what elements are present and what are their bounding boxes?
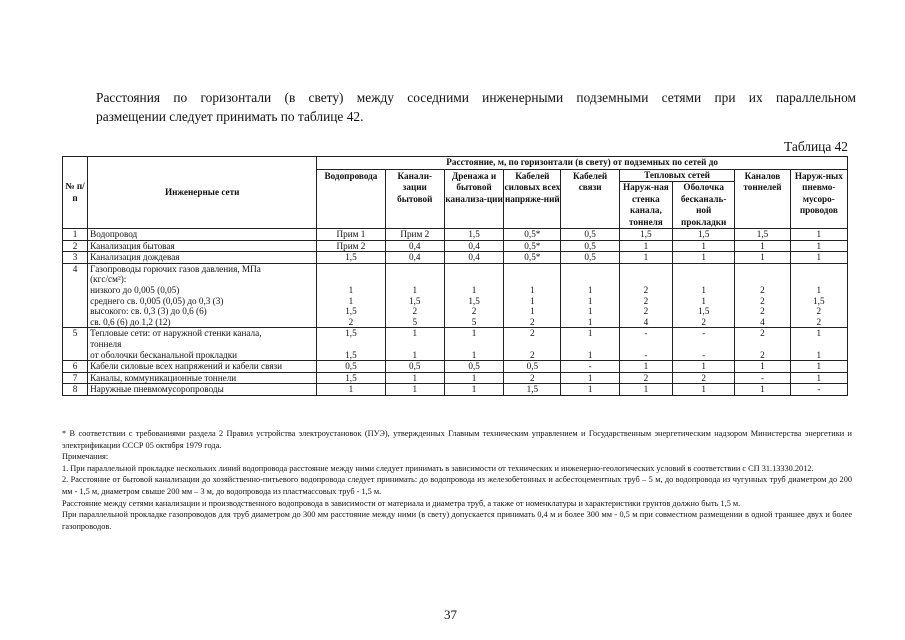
cell-value: -	[644, 349, 648, 360]
cell-heat-outer	[619, 328, 672, 361]
network-name-line: Наружные пневмомусоропроводы	[90, 384, 224, 395]
col-sewer-header: Канали-зации бытовой	[385, 169, 444, 229]
cell-tunnels	[735, 252, 790, 264]
cell-value: -	[588, 361, 592, 372]
cell-value	[506, 264, 558, 275]
col-heat-shell-header: Оболочка бесканаль-ной прокладки	[673, 182, 735, 229]
cell-comm	[561, 361, 619, 373]
cell-tunnels	[735, 263, 790, 328]
cell-value	[622, 264, 670, 275]
notes-block	[62, 428, 852, 532]
cell-power	[504, 372, 561, 384]
cell-value: 2	[643, 295, 649, 306]
cell-tunnels	[735, 229, 790, 241]
cell-value: 1	[471, 349, 477, 360]
network-name-line: Тепловые сети: от наружной стенки канала,	[90, 328, 262, 339]
cell-value: 2	[530, 349, 535, 360]
cell-value: 0,5*	[524, 229, 541, 239]
cell-value: 0,4	[468, 240, 480, 251]
cell-heat-shell	[673, 240, 735, 252]
cell-value: 1	[587, 295, 593, 306]
cell-value: 1	[587, 316, 593, 327]
cell-value	[447, 339, 501, 350]
cell-value	[447, 264, 501, 275]
network-name-line: низкого до 0,005 (0,05)	[90, 284, 180, 295]
cell-value	[793, 264, 845, 275]
cell-value: 1	[412, 284, 418, 295]
cell-value: 2	[530, 316, 535, 327]
cell-value: 2	[643, 284, 649, 295]
cell-value: 2	[701, 372, 706, 383]
cell-value: 1,5	[640, 229, 652, 239]
cell-drainage	[444, 361, 503, 373]
cell-value: 1	[760, 384, 765, 395]
col-drainage-header: Дренажа и бытовой канализа-ции	[444, 169, 503, 229]
note-1: 1. При параллельной прокладке нескольких линий водопровода расстояние между ними следует принимать в зависимости от технических и инженерно-геологических условий в соответствии с СП 31.13330.2012.	[62, 463, 814, 473]
cell-value: 0,5	[584, 240, 596, 251]
cell-value: 2	[412, 306, 418, 317]
cell-value: 1	[816, 328, 822, 339]
cell-value: 1	[348, 384, 354, 395]
cell-value: 1	[530, 295, 535, 306]
cell-value: 0,5	[409, 361, 421, 372]
cell-value	[319, 274, 382, 285]
cell-pneumo	[790, 372, 847, 384]
cell-value: 1,5	[468, 295, 480, 306]
cell-value: 0,5	[584, 229, 596, 239]
cell-value: 1	[348, 284, 354, 295]
network-name-cell	[88, 328, 317, 361]
cell-value: 1,5	[345, 306, 357, 317]
col-tunnels-header: Каналов тоннелей	[735, 169, 790, 229]
cell-value: 1	[471, 372, 477, 383]
col-no-header: № п/п	[63, 157, 88, 229]
cell-value: 1,5	[526, 384, 539, 395]
col-span-header: Расстояние, м, по горизонтали (в свету) от подземных по сетей до	[317, 157, 848, 170]
cell-power	[504, 328, 561, 361]
cell-value	[793, 274, 845, 285]
cell-heat-outer	[619, 372, 672, 384]
cell-comm	[561, 252, 619, 264]
page-number: 37	[444, 607, 457, 622]
note-paragraph-4: При параллельной прокладке газопроводов для труб диаметром до 300 мм расстояние между ними (в свету) допускается принимать 0,4 м и более 300 мм - 0,5 м при совместном размещении в одной траншее двух и более газопроводов.	[62, 510, 852, 531]
table-row	[63, 328, 848, 361]
col-comm-header: Кабелей связи	[561, 169, 619, 229]
network-name-line: от оболочки бесканальной прокладки	[90, 349, 238, 360]
network-name-line: Газопроводы горючих газов давления, МПа	[90, 263, 261, 274]
cell-tunnels	[735, 240, 790, 252]
row-number: 1	[63, 229, 88, 241]
network-name-cell	[88, 372, 317, 384]
cell-value: 1	[587, 384, 593, 395]
cell-value: 0,5	[345, 361, 357, 372]
cell-value: Прим 2	[336, 240, 366, 251]
table-row	[63, 361, 848, 373]
cell-value: 0,5	[584, 252, 596, 263]
cell-value: 1	[760, 240, 765, 251]
cell-value: 2	[816, 316, 822, 327]
cell-value	[388, 339, 442, 350]
cell-sewer	[385, 263, 444, 328]
cell-value: 0,5	[468, 361, 480, 372]
cell-heat-outer	[619, 361, 672, 373]
cell-value: Прим 1	[336, 229, 366, 239]
network-name-cell	[88, 240, 317, 252]
cell-value: 1	[816, 229, 822, 239]
cell-comm	[561, 372, 619, 384]
cell-value	[737, 264, 787, 275]
cell-value: 1	[701, 284, 706, 295]
cell-drainage	[444, 229, 503, 241]
cell-water	[317, 252, 385, 264]
cell-heat-shell	[673, 361, 735, 373]
cell-heat-shell	[673, 263, 735, 328]
cell-value: 1	[701, 252, 706, 263]
cell-tunnels	[735, 372, 790, 384]
cell-tunnels	[735, 384, 790, 396]
cell-value: 1	[412, 384, 418, 395]
table-row	[63, 384, 848, 396]
network-name-line: Канализация бытовая	[90, 240, 175, 251]
intro-line-2: размещении следует принимать по таблице 42.	[96, 109, 364, 124]
footnote: * В соответствии с требованиями раздела 2 Правил устройства электроустановок (ПУЭ), утвержденных Главным техническим управлением и Государственным энергетическим надзором Министерства энергетики и электрификации СССР 05 октября 1979 года.	[62, 429, 852, 450]
cell-value: 1	[412, 372, 418, 383]
cell-value: 1	[816, 240, 822, 251]
cell-power	[504, 229, 561, 241]
cell-heat-outer	[619, 252, 672, 264]
cell-sewer	[385, 328, 444, 361]
network-name-line: тоннеля	[90, 338, 122, 349]
network-name-line: Водопровод	[90, 229, 138, 239]
cell-value	[388, 274, 442, 285]
col-pneumo-header: Наруж-ных пневмо-мусоро-проводов	[790, 169, 847, 229]
cell-value: 1	[587, 306, 593, 317]
cell-value	[447, 274, 501, 285]
cell-value	[506, 274, 558, 285]
cell-value: 1,5	[345, 349, 357, 360]
cell-value: 2	[530, 328, 535, 339]
cell-value: 2	[348, 316, 354, 327]
cell-value: 1,5	[813, 295, 825, 306]
distances-table	[62, 156, 848, 396]
cell-power	[504, 361, 561, 373]
cell-value: 2	[530, 372, 535, 383]
cell-value: -	[702, 349, 706, 360]
cell-heat-outer	[619, 263, 672, 328]
cell-water	[317, 263, 385, 328]
cell-value: 4	[760, 316, 765, 327]
cell-power	[504, 252, 561, 264]
cell-value: 0,4	[468, 252, 480, 263]
cell-tunnels	[735, 328, 790, 361]
cell-sewer	[385, 240, 444, 252]
note-paragraph-3: Расстояние между сетями канализации и производственного водопровода в зависимости от материала и диаметра труб, а также от номенклатуры и характеристики грунтов должно быть 1,5 м.	[62, 498, 741, 508]
cell-pneumo	[790, 229, 847, 241]
cell-value: 1	[643, 361, 649, 372]
cell-comm	[561, 229, 619, 241]
row-number: 3	[63, 252, 88, 264]
cell-value: 1,5	[697, 306, 710, 317]
cell-sewer	[385, 252, 444, 264]
row-number: 7	[63, 372, 88, 384]
cell-value: 0,5	[526, 361, 539, 372]
col-water-header: Водопровода	[317, 169, 385, 229]
cell-water	[317, 229, 385, 241]
table-row	[63, 263, 848, 328]
col-heat-header: Тепловых сетей	[619, 169, 735, 182]
note-2: 2. Расстояние от бытовой канализации до хозяйственно-питьевого водопровода следует принимать: до водопровода из железобетонных и асбестоцементных труб – 5 м, до водопровода из чугунных труб диаметром до 200 мм - 1,5 м, диаметром свыше 200 мм – 3 м, до водопровода из пластмассовых труб - 1,5 м.	[62, 475, 852, 496]
cell-pneumo	[790, 263, 847, 328]
cell-heat-outer	[619, 384, 672, 396]
cell-sewer	[385, 229, 444, 241]
cell-value	[675, 264, 732, 275]
table-caption: Таблица 42	[784, 139, 848, 154]
cell-value: 0,4	[409, 252, 421, 263]
cell-power	[504, 263, 561, 328]
cell-value: -	[817, 384, 821, 395]
cell-heat-outer	[619, 240, 672, 252]
row-number: 5	[63, 328, 88, 361]
cell-value	[319, 339, 382, 350]
cell-value: 1	[530, 284, 535, 295]
cell-value: 1	[760, 361, 765, 372]
cell-value: 1,5	[697, 229, 710, 239]
cell-tunnels	[735, 361, 790, 373]
cell-value: 2	[760, 295, 765, 306]
cell-value	[319, 264, 382, 275]
network-name-cell	[88, 361, 317, 373]
cell-water	[317, 384, 385, 396]
network-name-line: Каналы, коммуникационные тоннели	[90, 372, 237, 383]
cell-value: 5	[471, 316, 477, 327]
cell-drainage	[444, 384, 503, 396]
cell-heat-outer	[619, 229, 672, 241]
cell-value: 1,5	[468, 229, 480, 239]
cell-value: 1	[643, 384, 649, 395]
network-name-cell	[88, 384, 317, 396]
cell-value: -	[644, 328, 648, 339]
cell-sewer	[385, 361, 444, 373]
cell-value: 1	[643, 252, 649, 263]
cell-value: 2	[643, 306, 649, 317]
table-body	[63, 229, 848, 396]
cell-value	[737, 339, 787, 350]
network-name-cell	[88, 229, 317, 241]
table-row	[63, 372, 848, 384]
row-number: 2	[63, 240, 88, 252]
network-name-line: Кабели силовые всех напряжений и кабели связи	[90, 361, 283, 372]
cell-value: 1	[530, 306, 535, 317]
cell-value: 2	[760, 328, 765, 339]
cell-water	[317, 240, 385, 252]
network-name-line: среднего св. 0,005 (0,05) до 0,3 (3)	[90, 295, 224, 306]
cell-value: 1,5	[345, 372, 357, 383]
cell-value: 1	[701, 361, 706, 372]
cell-value: 1	[760, 252, 765, 263]
cell-value: 0,5*	[524, 252, 541, 263]
cell-value: 1	[471, 384, 477, 395]
cell-value	[675, 339, 732, 350]
cell-power	[504, 240, 561, 252]
cell-comm	[561, 384, 619, 396]
intro-paragraph	[96, 88, 856, 126]
cell-value: 2	[760, 284, 765, 295]
cell-drainage	[444, 372, 503, 384]
network-name-line: Канализация дождевая	[90, 252, 180, 263]
cell-value: 0,4	[409, 240, 421, 251]
cell-value: 1	[587, 328, 593, 339]
cell-value: 2	[701, 316, 706, 327]
cell-value	[563, 264, 616, 275]
cell-value	[737, 274, 787, 285]
cell-value: 1	[587, 372, 593, 383]
network-name-line: высокого: св. 0,3 (3) до 0,6 (6)	[90, 306, 207, 317]
cell-value: 5	[412, 316, 418, 327]
table-row	[63, 252, 848, 264]
cell-value: 1,5	[756, 229, 769, 239]
cell-value	[675, 274, 732, 285]
cell-value: 1	[412, 328, 418, 339]
cell-comm	[561, 328, 619, 361]
cell-value: 0,5*	[524, 240, 541, 251]
cell-value: 2	[643, 372, 649, 383]
cell-value: 1	[816, 372, 822, 383]
cell-pneumo	[790, 240, 847, 252]
cell-pneumo	[790, 252, 847, 264]
cell-value: 1	[348, 295, 354, 306]
table-row	[63, 240, 848, 252]
cell-heat-shell	[673, 372, 735, 384]
cell-value: 2	[816, 306, 822, 317]
cell-water	[317, 361, 385, 373]
cell-power	[504, 384, 561, 396]
intro-line-1: Расстояния по горизонтали (в свету) между соседними инженерными подземными сетями при их параллельном	[96, 90, 856, 105]
table-row	[63, 229, 848, 241]
cell-value	[563, 274, 616, 285]
cell-drainage	[444, 252, 503, 264]
network-name-cell	[88, 263, 317, 328]
col-heat-outer-header: Наруж-ная стенка канала, тоннеля	[619, 182, 672, 229]
cell-heat-shell	[673, 384, 735, 396]
cell-drainage	[444, 263, 503, 328]
cell-drainage	[444, 240, 503, 252]
cell-value	[622, 339, 670, 350]
cell-value: 4	[643, 316, 649, 327]
network-name-line: св. 0,6 (6) до 1,2 (12)	[90, 316, 171, 327]
cell-pneumo	[790, 328, 847, 361]
row-number: 6	[63, 361, 88, 373]
cell-water	[317, 328, 385, 361]
cell-pneumo	[790, 384, 847, 396]
cell-heat-shell	[673, 252, 735, 264]
cell-value: 1	[816, 349, 822, 360]
cell-value: 1	[471, 328, 477, 339]
cell-value: Прим 2	[400, 229, 430, 239]
cell-value	[506, 339, 558, 350]
cell-pneumo	[790, 361, 847, 373]
cell-value: 2	[760, 349, 765, 360]
cell-heat-shell	[673, 328, 735, 361]
cell-value: 2	[760, 306, 765, 317]
cell-water	[317, 372, 385, 384]
cell-value: 1,5	[345, 252, 357, 263]
cell-value: 1	[412, 349, 418, 360]
cell-value	[388, 264, 442, 275]
cell-value: 1	[816, 284, 822, 295]
cell-value: 1	[701, 240, 706, 251]
cell-value: 1	[701, 384, 706, 395]
cell-value: 2	[471, 306, 477, 317]
cell-drainage	[444, 328, 503, 361]
cell-comm	[561, 240, 619, 252]
cell-value: 1	[816, 361, 822, 372]
row-number: 8	[63, 384, 88, 396]
cell-heat-shell	[673, 229, 735, 241]
cell-value: 1	[471, 284, 477, 295]
cell-value: 1,5	[409, 295, 421, 306]
cell-value: 1,5	[345, 328, 357, 339]
col-power-header: Кабелей силовых всех напряже-ний	[504, 169, 561, 229]
cell-value	[793, 339, 845, 350]
cell-value	[622, 274, 670, 285]
cell-value: 1	[701, 295, 706, 306]
cell-value: -	[702, 328, 706, 339]
notes-heading: Примечания:	[62, 452, 109, 462]
cell-value: 1	[587, 349, 593, 360]
network-name-cell	[88, 252, 317, 264]
cell-value	[563, 339, 616, 350]
network-name-line: (кгс/см²):	[90, 274, 127, 285]
cell-value: 1	[587, 284, 593, 295]
cell-value: -	[760, 372, 764, 383]
cell-value: 1	[816, 252, 822, 263]
col-networks-header: Инженерные сети	[88, 157, 317, 229]
cell-value: 1	[643, 240, 649, 251]
cell-comm	[561, 263, 619, 328]
cell-sewer	[385, 372, 444, 384]
table-head-row-1	[63, 157, 848, 170]
row-number: 4	[63, 263, 88, 328]
cell-sewer	[385, 384, 444, 396]
